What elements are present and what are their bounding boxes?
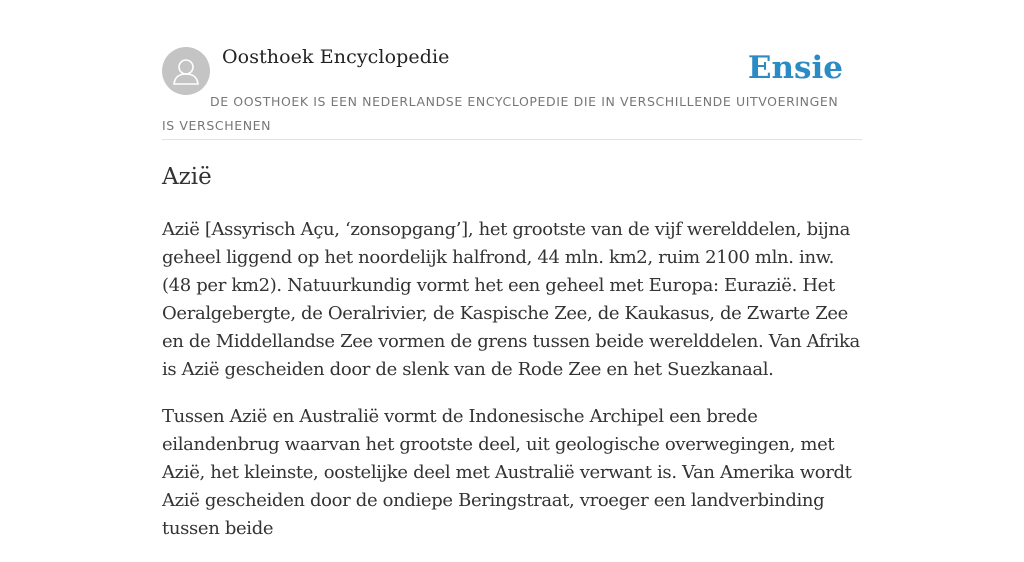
site-name-link[interactable]: Oosthoek Encyclopedie — [222, 46, 450, 68]
article-paragraph: Tussen Azië en Australië vormt de Indonesische Archipel een brede eilandenbrug waarvan het grootste deel, uit geologische overwegingen, met Azië, het kleinste, oostelijke deel met Australië verwant is. Van Amerika wordt Azië gescheiden door de ondiepe Beringstraat, vroeger een landverbinding tussen beide — [162, 406, 852, 539]
site-header — [162, 0, 862, 140]
avatar-silhouette — [162, 47, 210, 95]
user-icon[interactable] — [162, 47, 210, 95]
article-paragraph: Azië [Assyrisch Açu, ‘zonsopgang’], het grootste van de vijf werelddelen, bijna geheel liggend op het noordelijk halfrond, 44 mln. km2, ruim 2100 mln. inw. (48 per km2). Natuurkundig vormt het een geheel met Europa: Eurazië. Het Oeralgebergte, de Oeralrivier, de Kaspische Zee, de Kaukasus, de Zwarte Zee en de Middellandse Zee vormen de grens tussen beide werelddelen. Van Afrika is Azië gescheiden door de slenk van de Rode Zee en het Suezkanaal. — [162, 219, 860, 380]
site-tagline: DE OOSTHOEK IS EEN NEDERLANDSE ENCYCLOPEDIE DIE IN VERSCHILLENDE UITVOERINGEN IS VERSCHENEN — [162, 94, 839, 133]
brand-logo[interactable]: Ensie — [747, 50, 843, 86]
article-body — [162, 216, 862, 562]
page-container — [162, 0, 862, 539]
article-title: Azië — [162, 164, 212, 190]
